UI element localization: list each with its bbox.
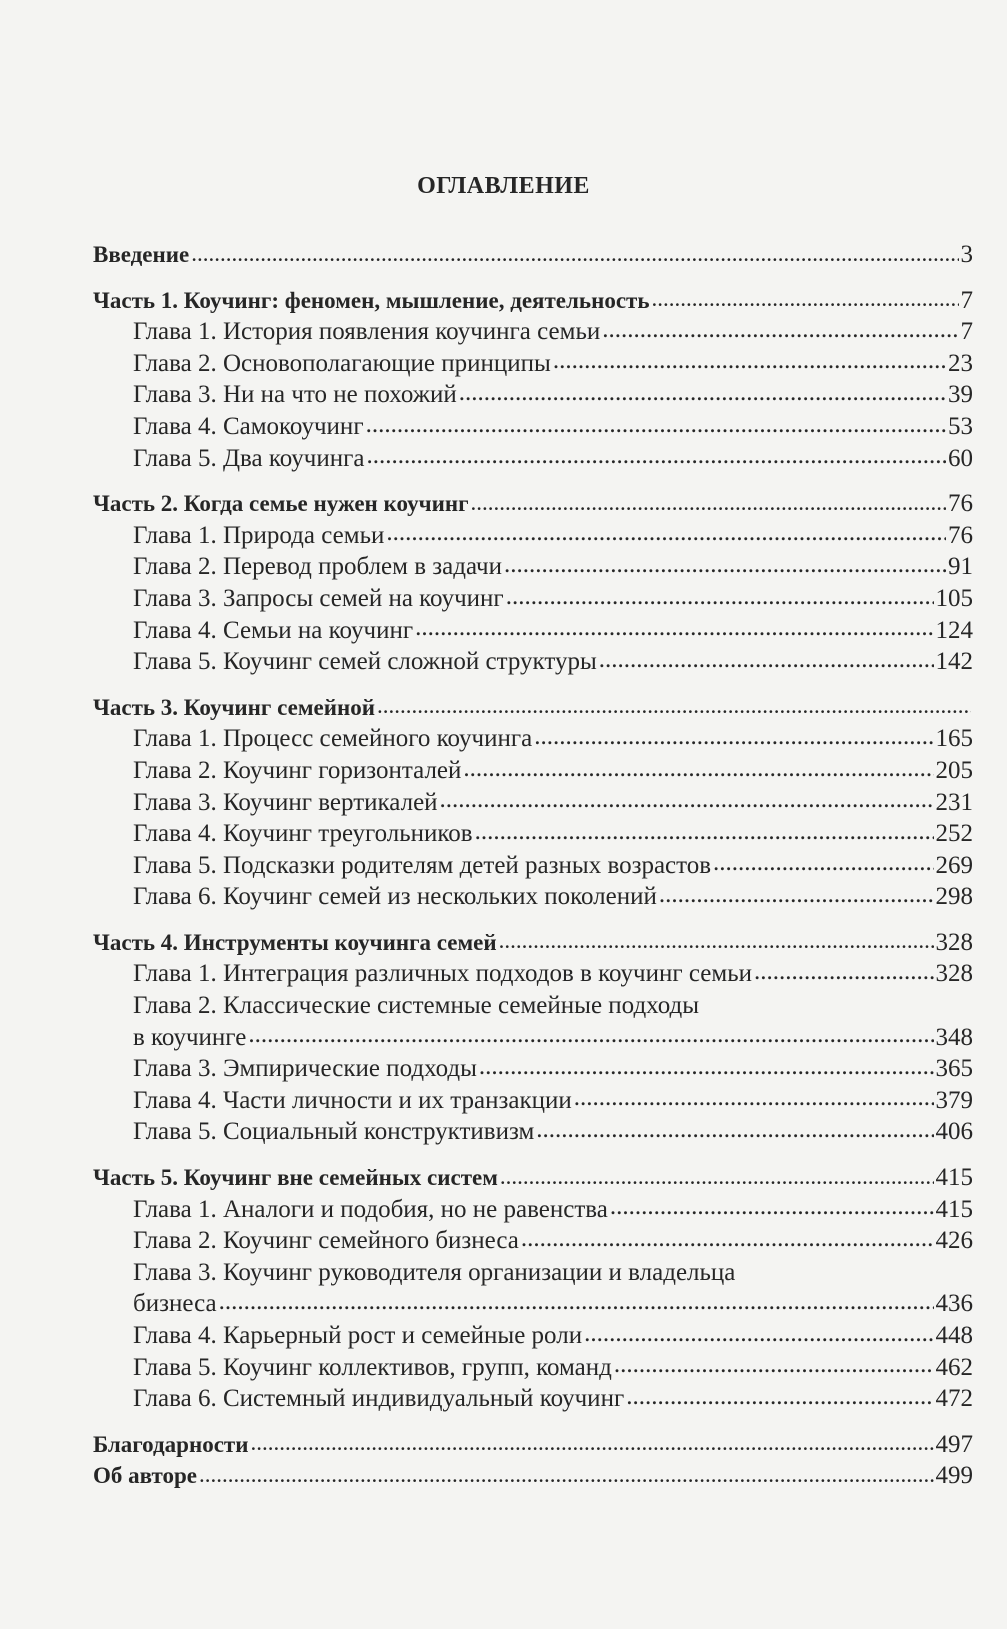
toc-page-number: 415 xyxy=(935,1164,973,1192)
toc-entry-label: Глава 6. Коучинг семей из нескольких поколений xyxy=(133,883,657,911)
dot-leader xyxy=(504,551,946,583)
toc-chapter-entry xyxy=(93,615,973,647)
toc-page-number: 142 xyxy=(935,648,973,676)
toc-chapter-entry xyxy=(93,1383,973,1415)
toc-page-number: 7 xyxy=(960,286,973,314)
toc-page-number: 76 xyxy=(948,521,973,549)
toc-entry-label: Глава 5. Коучинг коллективов, групп, команд xyxy=(133,1353,612,1381)
toc-heading: ОГЛАВЛЕНИЕ xyxy=(417,173,590,199)
toc-entry-label: Часть 1. Коучинг: феномен, мышление, деятельность xyxy=(93,287,650,313)
toc-chapter-entry xyxy=(93,1288,973,1320)
toc-entry-label: Глава 1. Аналоги и подобия, но не равенства xyxy=(133,1195,608,1223)
toc-page-number: 231 xyxy=(935,788,973,816)
toc-chapter-entry xyxy=(93,348,973,380)
toc-entry-label: Глава 3. Эмпирические подходы xyxy=(133,1055,477,1083)
toc-page-number: 497 xyxy=(935,1430,973,1458)
dot-leader xyxy=(366,411,946,443)
dot-leader xyxy=(574,1085,934,1117)
toc-part-entry xyxy=(93,1460,973,1492)
toc-chapter-entry xyxy=(93,443,973,475)
toc-page-number: 379 xyxy=(935,1086,973,1114)
toc-entry-label: Глава 5. Подсказки родителям детей разных возрастов xyxy=(133,851,712,879)
toc-page-number: 365 xyxy=(935,1055,973,1083)
toc-entry-label: Глава 3. Запросы семей на коучинг xyxy=(133,584,504,612)
dot-leader xyxy=(500,1162,934,1194)
dot-leader xyxy=(599,646,934,678)
toc-chapter-entry xyxy=(93,520,973,552)
dot-leader xyxy=(584,1320,933,1352)
dot-leader xyxy=(386,520,946,552)
toc-page-number: 39 xyxy=(948,381,973,409)
dot-leader xyxy=(536,1116,933,1148)
dot-leader xyxy=(471,488,946,520)
dot-leader xyxy=(366,443,946,475)
toc-chapter-entry xyxy=(93,1257,973,1289)
toc-page-number: 298 xyxy=(935,883,973,911)
toc-page-number: 269 xyxy=(935,851,973,879)
toc-entry-label: Благодарности xyxy=(93,1431,249,1457)
toc-page-number: 436 xyxy=(935,1290,973,1318)
toc-entry-label: Часть 5. Коучинг вне семейных систем xyxy=(93,1165,498,1191)
toc-entry-label: Глава 1. Природа семьи xyxy=(133,521,385,549)
toc-chapter-entry xyxy=(93,1352,973,1384)
toc-chapter-entry xyxy=(93,646,973,678)
toc-entry-label: Глава 4. Карьерный рост и семейные роли xyxy=(133,1322,583,1349)
toc-chapter-entry xyxy=(93,1085,973,1117)
dot-leader xyxy=(521,1225,934,1257)
toc-entry-label: Глава 1. История появления коучинга семьи xyxy=(133,318,601,346)
toc-page-number: 205 xyxy=(935,756,973,784)
toc-entry-label: Глава 5. Коучинг семей сложной структуры xyxy=(133,648,597,676)
toc-chapter-entry xyxy=(93,818,973,850)
dot-leader xyxy=(475,818,934,850)
dot-leader xyxy=(248,1022,933,1054)
dot-leader xyxy=(219,1288,934,1320)
toc-page-number: 462 xyxy=(935,1353,973,1381)
toc-entry-label: Часть 4. Инструменты коучинга семей xyxy=(93,929,497,955)
toc-chapter-entry xyxy=(93,850,973,882)
table-of-contents xyxy=(93,239,973,1492)
toc-part-entry xyxy=(93,239,973,271)
toc-entry-label: Об авторе xyxy=(93,1463,197,1489)
dot-leader xyxy=(602,316,958,348)
toc-part-entry xyxy=(93,927,973,959)
toc-entry-label: бизнеса xyxy=(133,1290,217,1318)
toc-page-number: 60 xyxy=(948,444,973,472)
dot-leader xyxy=(610,1194,934,1226)
toc-chapter-entry xyxy=(93,1053,973,1085)
toc-chapter-entry xyxy=(93,881,973,913)
toc-entry-label: Глава 4. Части личности и их транзакции xyxy=(133,1086,572,1114)
dot-leader xyxy=(652,285,959,317)
toc-part-entry xyxy=(93,488,973,520)
toc-entry-label: Глава 1. Интеграция различных подходов в коучинг семьи xyxy=(133,960,752,988)
toc-entry-label: Глава 2. Коучинг семейного бизнеса xyxy=(133,1227,519,1255)
dot-leader xyxy=(614,1352,934,1384)
toc-part-entry xyxy=(93,285,973,317)
toc-page-number: 499 xyxy=(935,1462,973,1490)
toc-entry-label: Глава 1. Процесс семейного коучинга xyxy=(133,725,533,753)
toc-page-number: 3 xyxy=(960,241,973,268)
toc-entry-label: Часть 3. Коучинг семейной xyxy=(93,694,375,720)
dot-leader xyxy=(626,1383,933,1415)
toc-page-number: 328 xyxy=(935,928,973,956)
toc-chapter-entry xyxy=(93,583,973,615)
toc-page-number: 406 xyxy=(935,1118,973,1146)
toc-entry-label: Глава 3. Коучинг вертикалей xyxy=(133,788,438,816)
toc-page-number: 7 xyxy=(960,318,973,346)
toc-chapter-entry xyxy=(93,990,973,1022)
dot-leader xyxy=(459,379,946,411)
toc-entry-label: Глава 2. Классические системные семейные подходы xyxy=(133,992,700,1020)
dot-leader xyxy=(499,927,934,959)
dot-leader xyxy=(199,1460,934,1492)
toc-page-number: 348 xyxy=(935,1023,973,1051)
toc-entry-label: Часть 2. Когда семье нужен коучинг xyxy=(93,491,469,517)
dot-leader xyxy=(506,583,934,615)
toc-page-number: 91 xyxy=(948,553,973,581)
dot-leader xyxy=(377,692,971,724)
dot-leader xyxy=(713,850,933,882)
toc-chapter-entry xyxy=(93,379,973,411)
toc-entry-label: Глава 4. Семьи на коучинг xyxy=(133,616,414,644)
toc-part-entry xyxy=(93,1162,973,1194)
toc-chapter-entry xyxy=(93,958,973,990)
dot-leader xyxy=(553,348,946,380)
toc-chapter-entry xyxy=(93,787,973,819)
dot-leader xyxy=(534,723,933,755)
dot-leader xyxy=(463,755,933,787)
toc-page-number: 23 xyxy=(948,349,973,377)
toc-page-number: 105 xyxy=(935,584,973,612)
toc-entry-label: Глава 4. Коучинг треугольников xyxy=(133,820,473,848)
toc-page-number: 53 xyxy=(948,412,973,440)
toc-entry-label: в коучинге xyxy=(133,1023,247,1051)
dot-leader xyxy=(754,958,934,990)
toc-entry-label: Глава 6. Системный индивидуальный коучинг xyxy=(133,1385,625,1413)
dot-leader xyxy=(250,1429,933,1461)
toc-page-number: 252 xyxy=(935,820,973,848)
toc-part-entry xyxy=(93,1429,973,1461)
toc-page-number: 426 xyxy=(935,1227,973,1255)
toc-chapter-entry xyxy=(93,1116,973,1148)
dot-leader xyxy=(415,615,933,647)
toc-page-number: 328 xyxy=(935,960,973,988)
toc-entry-label: Глава 5. Социальный конструктивизм xyxy=(133,1118,535,1146)
dot-leader xyxy=(479,1053,934,1085)
toc-entry-label: Глава 3. Коучинг руководителя организации и владельца xyxy=(133,1258,736,1286)
toc-entry-label: Глава 5. Два коучинга xyxy=(133,444,365,472)
toc-chapter-entry xyxy=(93,755,973,787)
toc-chapter-entry xyxy=(93,316,973,348)
toc-page-number: 448 xyxy=(935,1322,973,1349)
toc-entry-label: Введение xyxy=(93,242,190,267)
toc-chapter-entry xyxy=(93,551,973,583)
toc-page-number: 124 xyxy=(935,616,973,644)
toc-chapter-entry xyxy=(93,723,973,755)
toc-chapter-entry xyxy=(93,411,973,443)
toc-page-number: 472 xyxy=(935,1385,973,1413)
toc-page-number: 415 xyxy=(935,1195,973,1223)
toc-entry-label: Глава 2. Основополагающие принципы xyxy=(133,349,551,377)
toc-chapter-entry xyxy=(93,1194,973,1226)
toc-entry-label: Глава 4. Самокоучинг xyxy=(133,412,364,440)
toc-page-number: 76 xyxy=(948,490,973,518)
toc-chapter-entry xyxy=(93,1225,973,1257)
dot-leader xyxy=(440,787,934,819)
dot-leader xyxy=(659,881,934,913)
dot-leader xyxy=(191,239,958,271)
toc-entry-label: Глава 3. Ни на что не похожий xyxy=(133,381,457,409)
toc-page-number: 165 xyxy=(935,725,973,753)
toc-part-entry xyxy=(93,692,973,724)
toc-chapter-entry xyxy=(93,1320,973,1352)
toc-entry-label: Глава 2. Коучинг горизонталей xyxy=(133,756,462,784)
toc-chapter-entry xyxy=(93,1022,973,1054)
toc-entry-label: Глава 2. Перевод проблем в задачи xyxy=(133,553,503,581)
